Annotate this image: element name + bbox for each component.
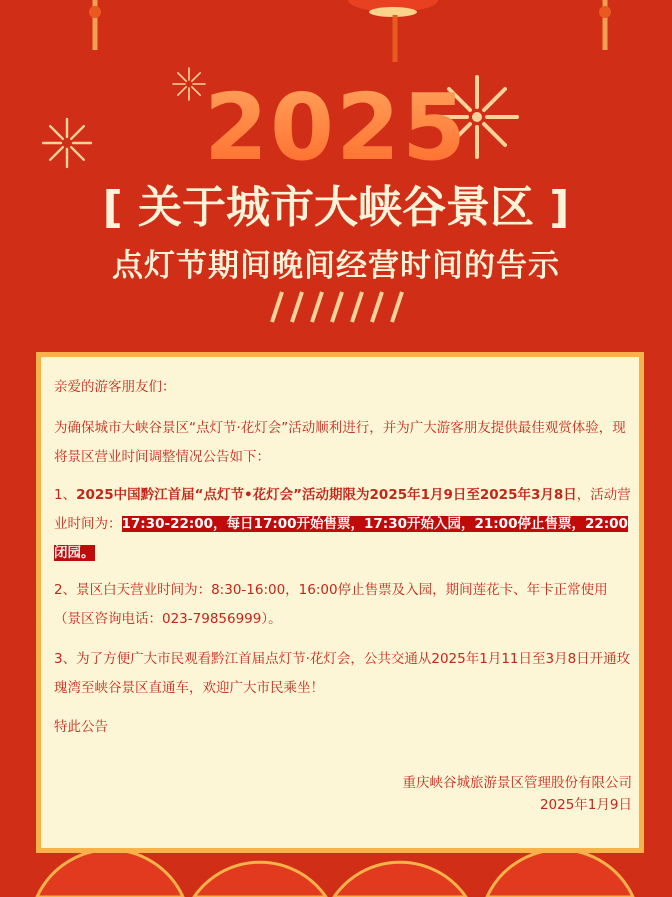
- notice-panel: [36, 352, 644, 853]
- bottom-lanterns: [37, 850, 633, 897]
- item-1-prefix: 1、: [54, 487, 77, 503]
- lantern-icon: [348, 0, 438, 62]
- closing: 特此公告: [54, 719, 108, 735]
- notice-date: 2025年1月9日: [539, 797, 632, 813]
- item-1-hours-highlight: 17:30-22:00，每日17:00开始售票，17:30开始入园，21:00停止售票，22:00闭园。: [54, 516, 628, 561]
- title-line-1: [ 关于城市大峡谷景区 ]: [102, 182, 570, 233]
- lantern-tassel-icon: [599, 0, 611, 50]
- greeting: 亲爱的游客朋友们：: [54, 379, 176, 395]
- intro-paragraph: 为确保城市大峡谷景区“点灯节·花灯会”活动顺利进行，并为广大游客朋友提供最佳观赏体验，现将景区营业时间调整情况公告如下：: [54, 420, 626, 465]
- lantern-tassel-icon: [89, 0, 101, 50]
- slash-decoration: [272, 292, 402, 322]
- item-3: 3、为了方便广大市民观看黔江首届点灯节·花灯会，公共交通从2025年1月11日至3月8日开通玫瑰湾至峡谷景区直通车，欢迎广大市民乘坐！: [54, 651, 631, 696]
- item-1-dates: 2025中国黔江首届“点灯节•花灯会”活动期限为2025年1月9日至2025年3月8日: [76, 487, 577, 503]
- item-1-mid: ，活动营业时间为：: [54, 487, 631, 532]
- year-heading: 2025: [0, 78, 672, 178]
- item-1: [54, 481, 632, 568]
- title-line-2: 点灯节期间晚间经营时间的告示: [112, 248, 560, 284]
- item-2: 2、景区白天营业时间为：8:30-16:00，16:00停止售票及入园，期间莲花卡、年卡正常使用（景区咨询电话：023-79856999）。: [54, 582, 608, 627]
- company-name: 重庆峡谷城旅游景区管理股份有限公司: [402, 775, 632, 791]
